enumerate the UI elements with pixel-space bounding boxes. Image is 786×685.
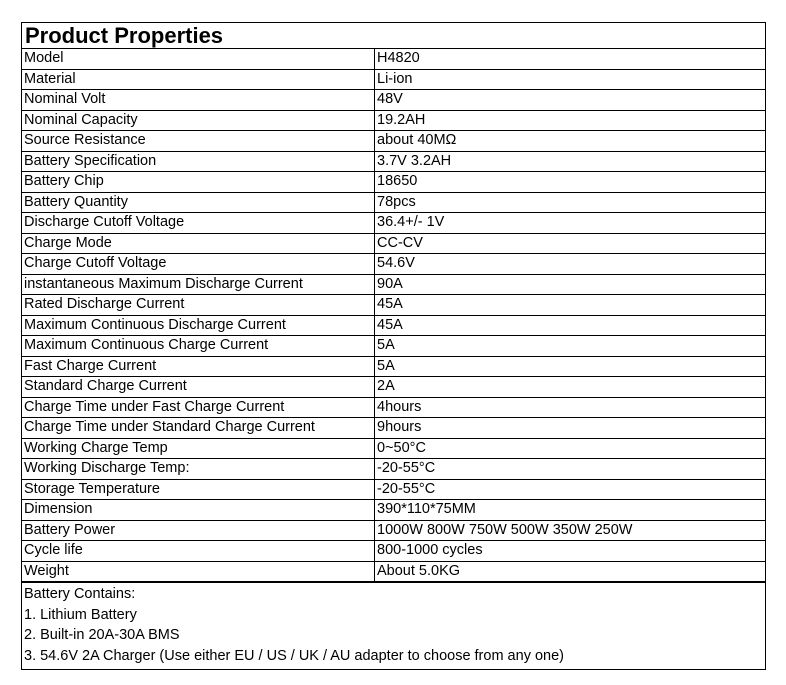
table-row: [22, 459, 765, 480]
property-label: Charge Cutoff Voltage: [22, 254, 375, 275]
property-value: 90A: [375, 274, 766, 295]
property-value: 5A: [375, 336, 766, 357]
table-row: [22, 520, 765, 541]
battery-contains-heading: Battery Contains:: [24, 586, 136, 602]
property-value: 2A: [375, 377, 766, 398]
property-label: Model: [22, 49, 375, 69]
property-label: Working Discharge Temp:: [22, 459, 375, 480]
property-value: 800-1000 cycles: [375, 541, 766, 562]
property-value: 0~50°C: [375, 438, 766, 459]
property-value: CC-CV: [375, 233, 766, 254]
property-value: 36.4+/- 1V: [375, 213, 766, 234]
product-properties-sheet: [21, 22, 766, 670]
table-row: [22, 131, 765, 152]
property-value: 19.2AH: [375, 110, 766, 131]
property-value: 9hours: [375, 418, 766, 439]
property-label: Weight: [22, 561, 375, 582]
property-label: Nominal Capacity: [22, 110, 375, 131]
table-row: [22, 274, 765, 295]
battery-contains-section: [22, 582, 765, 669]
property-label: Rated Discharge Current: [22, 295, 375, 316]
property-value: 48V: [375, 90, 766, 111]
property-label: Nominal Volt: [22, 90, 375, 111]
property-label: Maximum Continuous Discharge Current: [22, 315, 375, 336]
property-label: Standard Charge Current: [22, 377, 375, 398]
property-label: Source Resistance: [22, 131, 375, 152]
property-value: 78pcs: [375, 192, 766, 213]
property-label: Charge Mode: [22, 233, 375, 254]
battery-contains-item: 3. 54.6V 2A Charger (Use either EU / US / UK / AU adapter to choose from any one): [24, 648, 564, 665]
table-row: [22, 336, 765, 357]
property-value: 4hours: [375, 397, 766, 418]
table-row: [22, 172, 765, 193]
table-row: [22, 110, 765, 131]
property-value: Li-ion: [375, 69, 766, 90]
property-label: Maximum Continuous Charge Current: [22, 336, 375, 357]
table-row: [22, 254, 765, 275]
property-value: -20-55°C: [375, 459, 766, 480]
table-row: [22, 356, 765, 377]
property-label: Fast Charge Current: [22, 356, 375, 377]
property-label: Charge Time under Fast Charge Current: [22, 397, 375, 418]
table-row: [22, 397, 765, 418]
page-title: Product Properties: [22, 23, 765, 49]
table-row: [22, 479, 765, 500]
table-row: [22, 438, 765, 459]
property-label: Battery Chip: [22, 172, 375, 193]
table-row: [22, 377, 765, 398]
property-label: Storage Temperature: [22, 479, 375, 500]
table-row: [22, 233, 765, 254]
table-row: [22, 541, 765, 562]
property-value: about 40MΩ: [375, 131, 766, 152]
battery-contains-item: 1. Lithium Battery: [24, 606, 137, 623]
table-row: [22, 49, 765, 69]
property-label: Battery Specification: [22, 151, 375, 172]
table-row: [22, 295, 765, 316]
property-label: Dimension: [22, 500, 375, 521]
table-row: [22, 192, 765, 213]
property-value: 390*110*75MM: [375, 500, 766, 521]
property-value: 5A: [375, 356, 766, 377]
table-row: [22, 213, 765, 234]
table-row: [22, 69, 765, 90]
battery-contains-item: 2. Built-in 20A-30A BMS: [24, 627, 180, 644]
property-label: Discharge Cutoff Voltage: [22, 213, 375, 234]
property-label: Battery Power: [22, 520, 375, 541]
properties-table: [22, 49, 765, 582]
property-value: -20-55°C: [375, 479, 766, 500]
property-label: Cycle life: [22, 541, 375, 562]
property-value: 54.6V: [375, 254, 766, 275]
table-row: [22, 418, 765, 439]
property-value: 45A: [375, 295, 766, 316]
property-label: Working Charge Temp: [22, 438, 375, 459]
property-value: 1000W 800W 750W 500W 350W 250W: [375, 520, 766, 541]
property-value: 45A: [375, 315, 766, 336]
property-value: 3.7V 3.2AH: [375, 151, 766, 172]
table-row: [22, 561, 765, 582]
table-row: [22, 315, 765, 336]
property-value: H4820: [375, 49, 766, 69]
property-value: 18650: [375, 172, 766, 193]
property-label: Charge Time under Standard Charge Current: [22, 418, 375, 439]
property-label: Battery Quantity: [22, 192, 375, 213]
table-row: [22, 90, 765, 111]
table-row: [22, 151, 765, 172]
properties-table-body: [22, 49, 765, 582]
property-label: Material: [22, 69, 375, 90]
property-label: instantaneous Maximum Discharge Current: [22, 274, 375, 295]
property-value: About 5.0KG: [375, 561, 766, 582]
table-row: [22, 500, 765, 521]
